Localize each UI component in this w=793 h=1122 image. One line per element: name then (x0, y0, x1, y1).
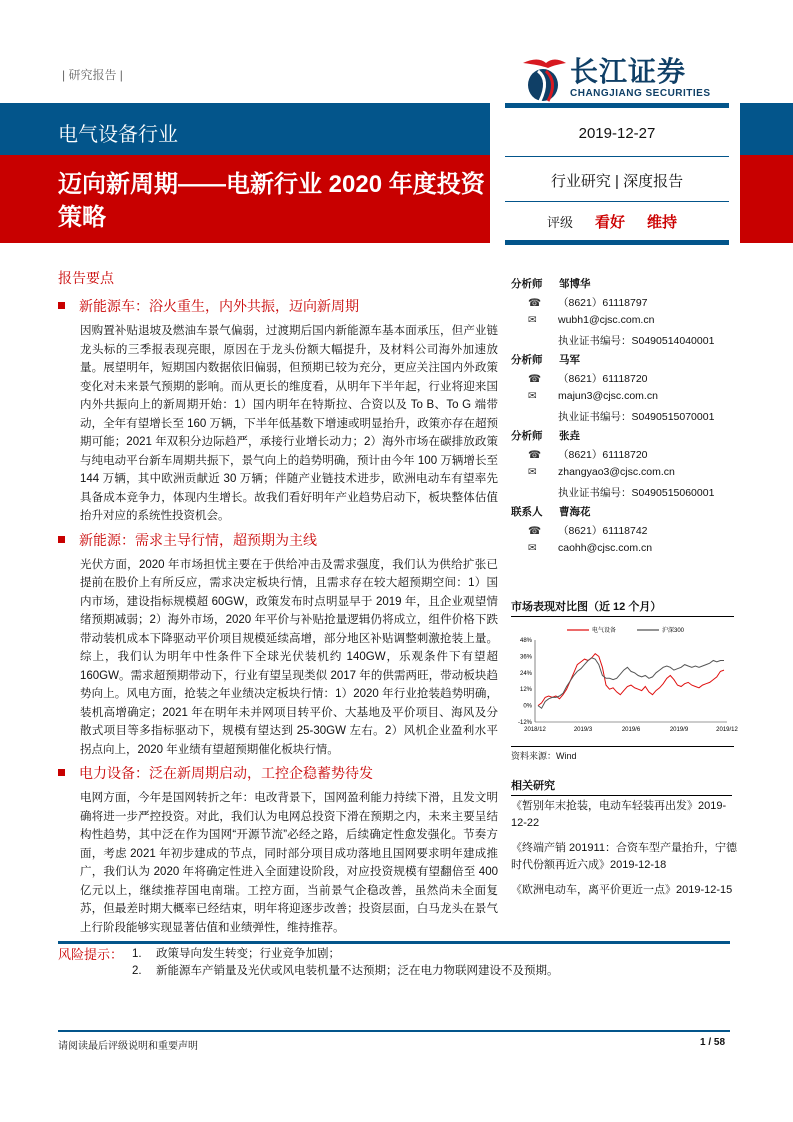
phone-icon: ☎ (528, 525, 542, 537)
y-tick-label: 0% (523, 703, 532, 710)
related-list (511, 798, 741, 907)
related-item[interactable]: 《终端产销 201911：合资车型产量抬升，宁德时代份额再近六成》2019-12-18 (511, 842, 737, 871)
section-body: 电网方面，今年是国网转折之年：电改背景下，国网盈利能力持续下滑，且发文明确将进一步严控投资。对此，我们认为电网总投资下滑在预期之内，未来主要呈结构性趋势，其中泛在作为国网“开源节流”必经之路，后续确定性愈发强化。节奏方面，考虑 2021 年初步建成的节点，同时部分项目成功落地且国网要求明年建成推广，我们认为 2020 年将确定性进入全面建设阶段，对应投资规模有望翻倍至 400 亿元以上，继续推荐国电南瑞。工控方面，当前景气企稳改善，虽然尚未全面复苏，但最差时期大概率已经结束，明年将迎逐步改善；投资层面，白马龙头在景气上行阶段能够实现显著估值和业绩弹性，维持推荐。 (80, 792, 498, 934)
section-heading: 新能源：需求主导行情，超预期为主线 (58, 530, 498, 550)
analyst-role: 分析师 (511, 354, 543, 366)
analyst-name-row (511, 352, 607, 367)
report-title: 迈向新周期——电新行业 2020 年度投资策略 (58, 171, 485, 231)
analyst-cert: 执业证书编号：S0490514040001 (558, 335, 715, 347)
phone-icon: ☎ (528, 297, 542, 309)
y-tick-label: 48% (519, 638, 532, 644)
analyst-phone: （8621）61118720 (558, 449, 648, 461)
series-line-1 (538, 658, 724, 709)
summary-heading: 报告要点 (58, 270, 114, 286)
band-edge (740, 155, 793, 243)
x-tick-label: 2019/12 (716, 727, 738, 733)
rating-label: 评级 (547, 215, 574, 230)
risk-block (58, 944, 730, 980)
risk-item: 1. 政策导向发生转变；行业竞争加剧； (132, 948, 340, 960)
analyst-name: 张垚 (559, 430, 580, 442)
page-number: 1 / 58 (700, 1037, 726, 1048)
x-tick-label: 2019/3 (573, 727, 593, 733)
analyst-phone: （8621）61118797 (558, 297, 648, 309)
analyst-email[interactable]: majun3@cjsc.com.cn (558, 390, 658, 402)
series-line-0 (538, 654, 724, 706)
y-tick-label: 12% (519, 687, 532, 694)
legend-label: 沪深300 (662, 628, 685, 634)
y-tick-label: 36% (519, 654, 532, 661)
analyst-name-row (511, 276, 607, 291)
mail-icon: ✉ (528, 314, 537, 326)
related-item[interactable]: 《暂别年末抢装，电动车轻装再出发》2019-12-22 (511, 800, 727, 829)
risk-item: 2. 新能源车产销量及光伏或风电装机量不达预期；泛在电力物联网建设不及预期。 (132, 965, 559, 977)
chart-heading: 市场表现对比图（近 12 个月） (511, 598, 734, 617)
legend-label: 电气设备 (592, 628, 617, 634)
rating-change: 维持 (647, 214, 678, 231)
rating (547, 211, 677, 232)
risk-label: 风险提示： (58, 947, 124, 962)
bullet-square-icon (58, 536, 65, 543)
related-item[interactable]: 《欧洲电动车，离平价更近一点》2019-12-15 (511, 884, 733, 896)
logo-icon (518, 56, 568, 102)
chart-source: 资料来源：Wind (511, 746, 734, 762)
analyst-role: 分析师 (511, 278, 543, 290)
analyst-name: 曹海花 (559, 506, 591, 518)
industry-name: 电气设备行业 (58, 124, 178, 146)
section-body: 因购置补贴退坡及燃油车景气偏弱，过渡期后国内新能源车基本面承压，但产业链龙头标的三季报表现亮眼，原因在于龙头份额大幅提升，及材料公司海外加速放量。展望明年，短期国内数据依旧偏弱，但预期已较为充分，更应关注国内外政策变化对未来景气预期的影响。而从更长的维度看，从明年下半年起，行业将迎来国内外共振向上的新周期开始：1）国内明年在特斯拉、合资以及 To B、To G 端带动，全年有望增长至 160 万辆，下半年低基数下增速或明显抬升，政策亦存在超预期可能；2021 年双积分边际趋严，承接行业增长动力；2）海外市场在碳排放政策与纯电动平台新车周期共振下，景气向上的趋势明确，预计由今年 100 万辆增长至 144 万辆，其中欧洲贡献近 30 万辆；伴随产业链技术进步，欧洲电动车有望率先具备成本竞争力，体现内生增长。故我们看好明年产业趋势启动下，板块整体估值抬升对应的系统性投资机会。 (80, 325, 498, 522)
divider (58, 1030, 730, 1032)
analyst-cert: 执业证书编号：S0490515060001 (558, 487, 715, 499)
analyst-email[interactable]: wubh1@cjsc.com.cn (558, 314, 655, 326)
section-heading: 新能源车：浴火重生，内外共振，迈向新周期 (58, 296, 498, 316)
section-heading: 电力设备：泛在新周期启动，工控企稳蓄势待发 (58, 763, 498, 783)
phone-icon: ☎ (528, 373, 542, 385)
analyst-phone: （8621）61118720 (558, 373, 648, 385)
mail-icon: ✉ (528, 542, 537, 554)
analyst-name-row (511, 428, 607, 443)
logo-text: 长江证券 (570, 56, 687, 87)
rating-value: 看好 (595, 214, 626, 231)
analyst-email[interactable]: zhangyao3@cjsc.com.cn (558, 466, 675, 478)
analyst-email[interactable]: caohh@cjsc.com.cn (558, 542, 653, 554)
mail-icon: ✉ (528, 466, 537, 478)
analyst-role: 分析师 (511, 430, 543, 442)
analyst-name: 马军 (559, 354, 580, 366)
y-tick-label: 24% (519, 670, 532, 677)
section-body: 光伏方面，2020 年市场担忧主要在于供给冲击及需求强度，我们认为供给扩张已提前在股价上有所反应，需求决定板块行情，且需求存在较大超预期空间：1）国内市场，建设指标规模超 60GW，政策发布时点明显早于 2019 年，且企业观望情绪预期减弱；2）海外市场，2020 年平价与补贴抢量逻辑仍将成立，组件价格下跌带动装机成本下降驱动平价项目规模延续高增，部分地区补贴调整刺激抢装上量。综上，我们认为明年中性条件下全球光伏装机约 140GW，乐观条件下有望超 160GW。需求超预期带动下，行业有望呈现类似 2017 年的供需两旺，带动板块趋势向上。风电方面，抢装之年业绩决定板块行情：1）2020 年行业抢装趋势明确，装机高增确定；2021 年在明年未并网项目转平价、大基地及平价项目、海风及分散式项目等多指标驱动下，规模有望达到 25-30GW 左右。2）风机企业盈利水平拐点向上，2020 年业绩有望超预期催化板块行情。 (80, 558, 498, 756)
analyst-name-row (511, 504, 607, 519)
analyst-name: 邹博华 (559, 278, 591, 290)
report-date: 2019-12-27 (578, 125, 656, 142)
bullet-square-icon (58, 302, 65, 309)
mail-icon: ✉ (528, 390, 537, 402)
x-tick-label: 2019/9 (669, 727, 689, 733)
analyst-cert: 执业证书编号：S0490515070001 (558, 411, 715, 423)
market-chart (505, 618, 738, 743)
footer-notice: 请阅读最后评级说明和重要声明 (58, 1041, 198, 1052)
y-tick-label: -12% (517, 720, 532, 726)
logo-subtext: CHANGJIANG SECURITIES (570, 88, 711, 99)
report-type: 行业研究 | 深度报告 (550, 173, 684, 190)
analyst-phone: （8621）61118742 (558, 525, 648, 537)
related-heading: 相关研究 (511, 777, 732, 796)
x-tick-label: 2019/6 (621, 727, 641, 733)
report-tag: | 研究报告 | (62, 68, 123, 82)
band-edge (740, 103, 793, 155)
analyst-role: 联系人 (511, 506, 543, 518)
phone-icon: ☎ (528, 449, 542, 461)
report-info-box (505, 103, 729, 245)
bullet-square-icon (58, 769, 65, 776)
x-tick-label: 2018/12 (524, 727, 546, 733)
